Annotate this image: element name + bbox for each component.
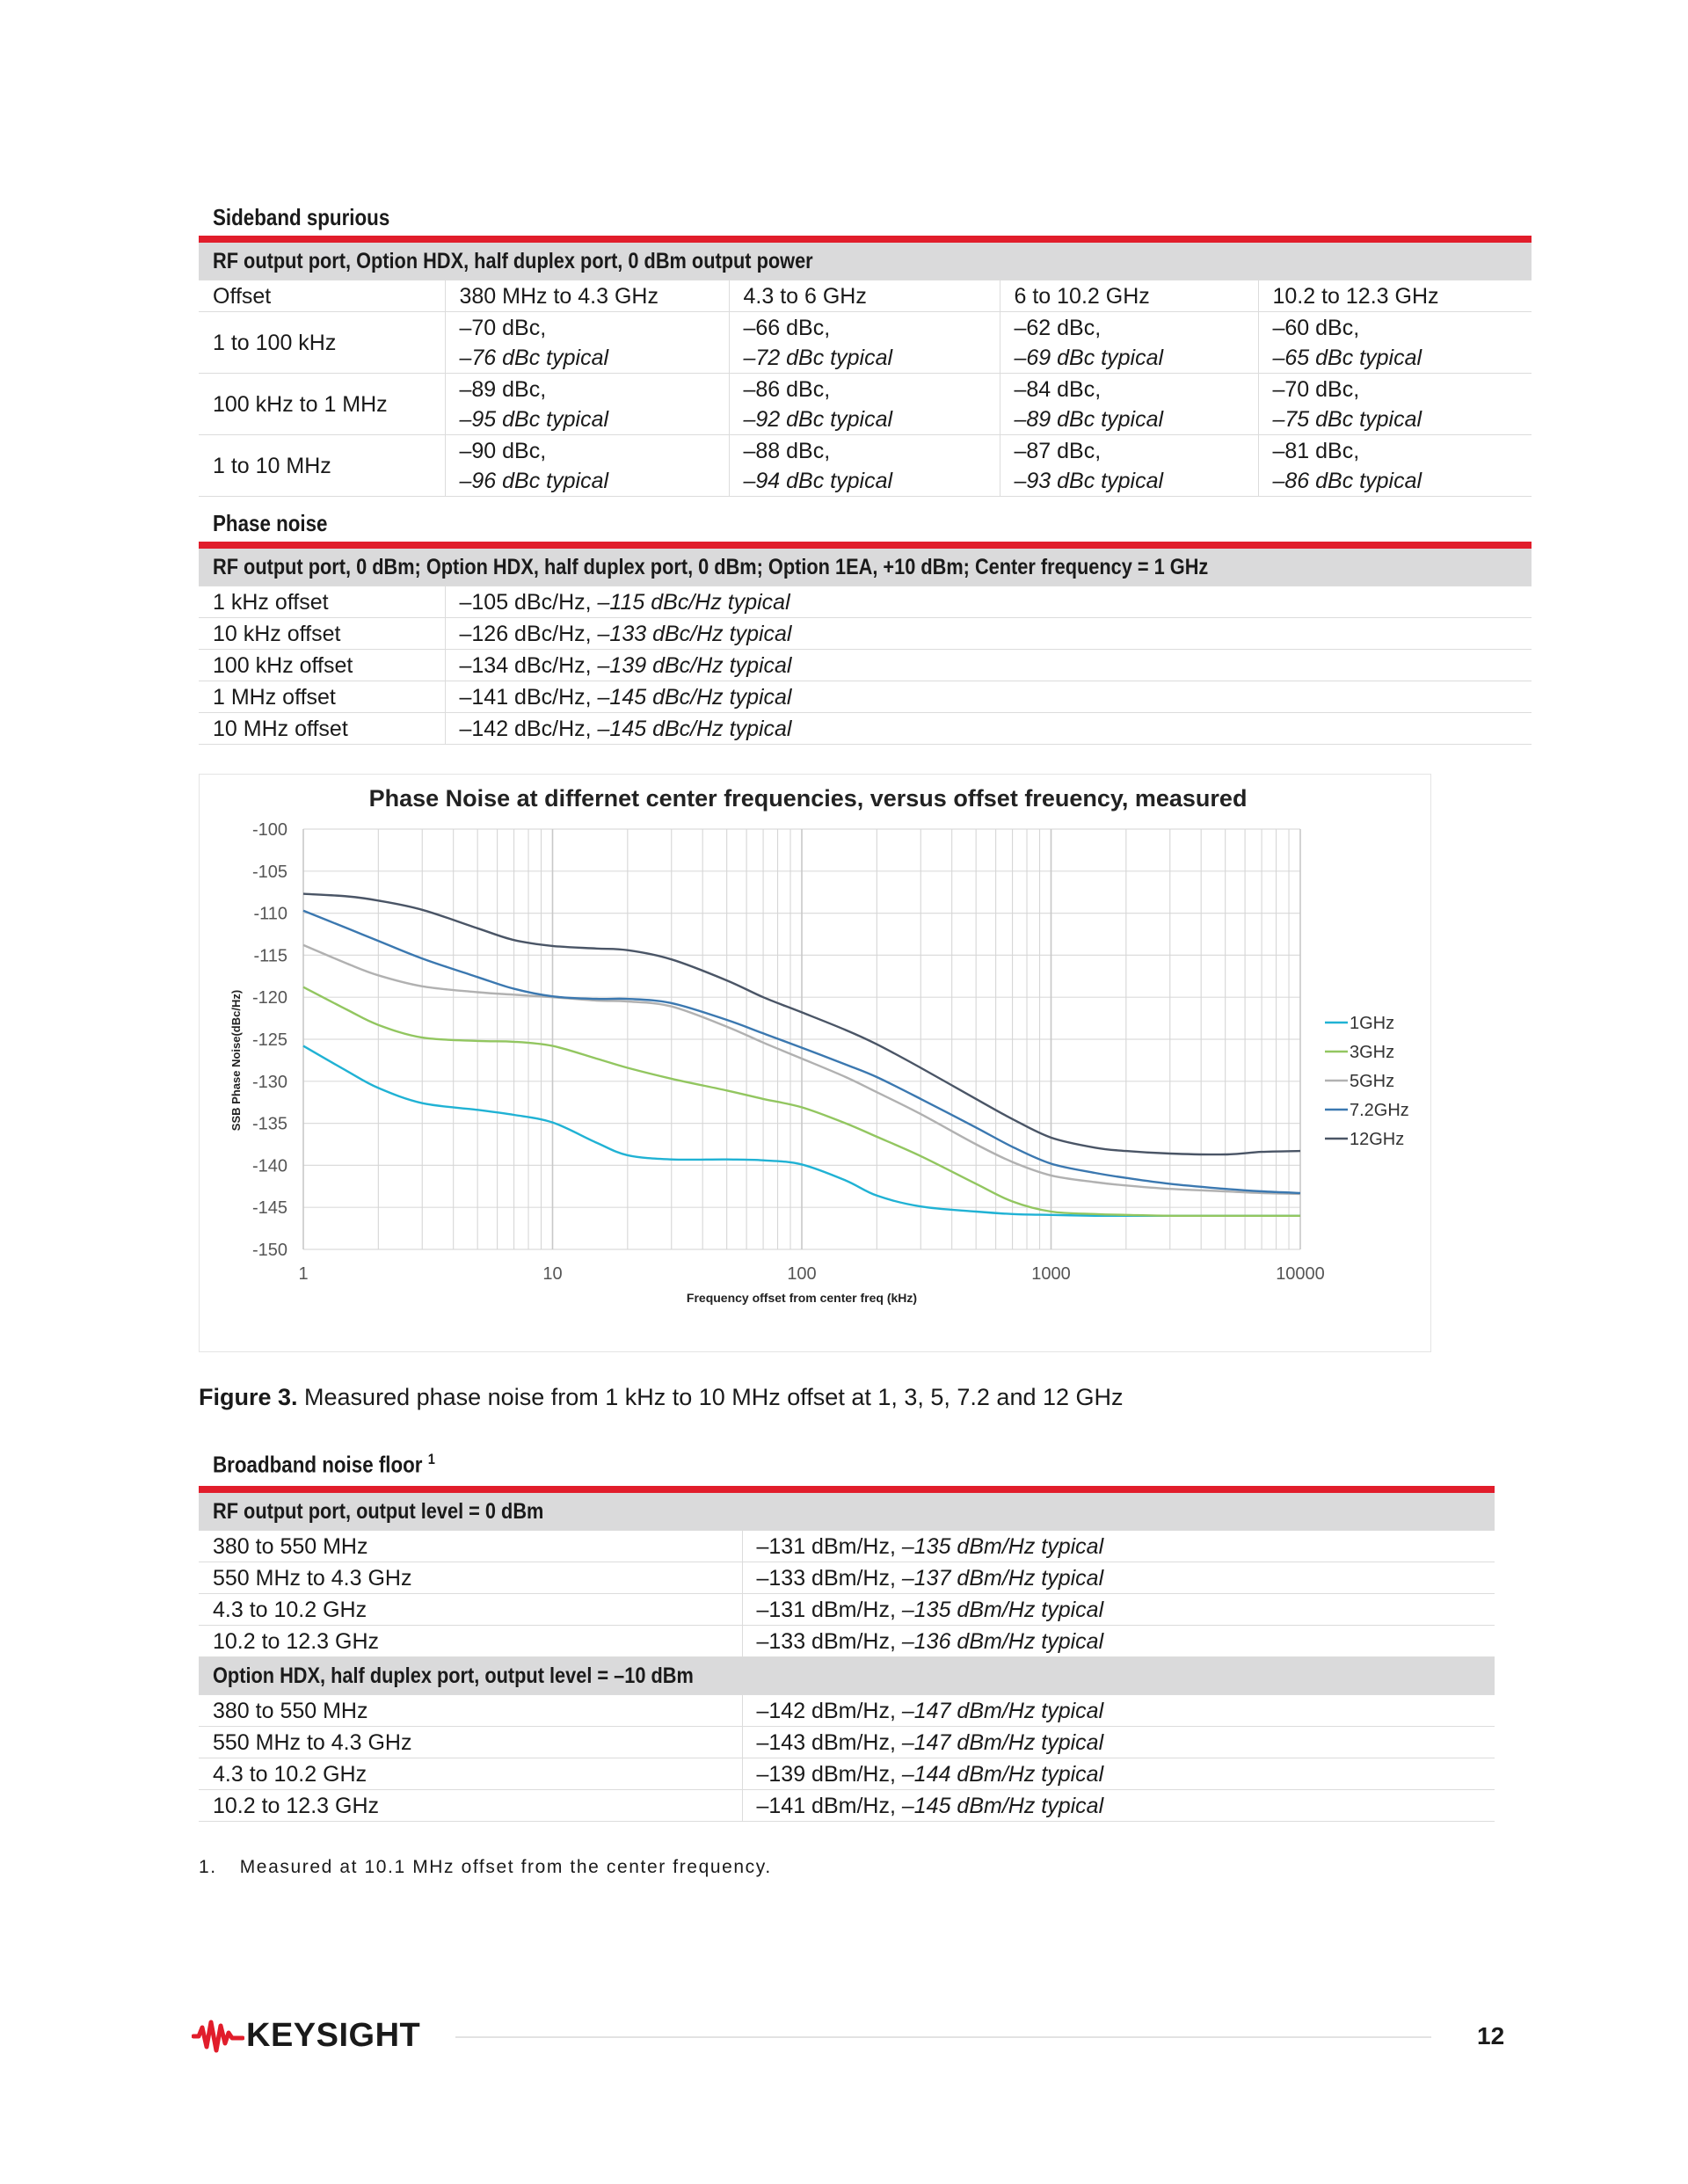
row-label: 10 MHz offset	[199, 713, 445, 745]
figure-label: Figure 3.	[199, 1384, 298, 1410]
table-cell	[729, 374, 1000, 435]
table-row	[199, 1626, 1495, 1657]
table-cell	[445, 713, 1532, 745]
column-header: 6 to 10.2 GHz	[1000, 280, 1258, 312]
spec-value: –134 dBc/Hz,	[459, 652, 598, 678]
row-label: 380 to 550 MHz	[199, 1531, 742, 1562]
typical-value: –93 dBc typical	[1014, 468, 1164, 493]
table-row	[199, 1531, 1495, 1562]
table-row	[199, 586, 1532, 618]
table-cell	[1258, 374, 1532, 435]
row-label: 4.3 to 10.2 GHz	[199, 1594, 742, 1626]
typical-value: –92 dBc typical	[743, 406, 893, 432]
footnote-number: 1.	[199, 1857, 217, 1877]
typical-value: –95 dBc typical	[459, 406, 609, 432]
table-cell	[742, 1727, 1495, 1758]
page-number: 12	[1477, 2022, 1505, 2049]
table-cell	[742, 1531, 1495, 1562]
legend-label: 12GHz	[1350, 1130, 1405, 1149]
spec-value: –142 dBc/Hz,	[459, 716, 598, 741]
footer-rule	[455, 2036, 1431, 2038]
table-condition-row	[199, 549, 1532, 586]
y-tick-label: -145	[251, 1198, 287, 1219]
spec-value: –90 dBc,	[459, 438, 547, 463]
y-tick-label: -135	[251, 1114, 287, 1134]
keysight-logo	[192, 2017, 420, 2055]
typical-value: –76 dBc typical	[459, 345, 609, 370]
row-label: 4.3 to 10.2 GHz	[199, 1758, 742, 1790]
spec-value: –139 dBm/Hz,	[756, 1761, 902, 1787]
typical-value: –144 dBm/Hz typical	[901, 1761, 1104, 1787]
spec-value: –70 dBc,	[1272, 376, 1360, 402]
table-condition-row	[199, 1493, 1495, 1531]
footnote	[199, 1857, 772, 1878]
x-axis-label: Frequency offset from center freq (kHz)	[686, 1291, 918, 1305]
spec-value: –133 dBm/Hz,	[756, 1628, 902, 1654]
legend-label: 3GHz	[1350, 1043, 1395, 1062]
section-divider	[199, 542, 1532, 549]
table-condition: RF output port, output level = 0 dBm	[213, 1499, 544, 1524]
spec-value: –81 dBc,	[1272, 438, 1360, 463]
typical-value: –94 dBc typical	[743, 468, 893, 493]
chart-title: Phase Noise at differnet center frequencies, versus offset freuency, measured	[368, 785, 1248, 812]
y-tick-label: -120	[251, 988, 287, 1008]
y-axis-label: SSB Phase Noise(dBc/Hz)	[229, 989, 243, 1132]
typical-value: –145 dBc/Hz typical	[597, 684, 792, 710]
legend-label: 7.2GHz	[1350, 1101, 1409, 1120]
table-row	[199, 1594, 1495, 1626]
phase-noise-title: Phase noise	[213, 510, 328, 536]
column-header: Offset	[199, 280, 445, 312]
spec-value: –141 dBc/Hz,	[459, 684, 598, 710]
phase-noise-chart	[199, 774, 1431, 1352]
table-cell	[729, 435, 1000, 497]
spec-value: –62 dBc,	[1014, 315, 1102, 340]
phase-noise-table	[199, 549, 1532, 745]
row-label: 550 MHz to 4.3 GHz	[199, 1562, 742, 1594]
row-label: 380 to 550 MHz	[199, 1695, 742, 1727]
spec-value: –66 dBc,	[743, 315, 831, 340]
table-cell	[445, 681, 1532, 713]
table-cell	[729, 312, 1000, 374]
typical-value: –75 dBc typical	[1272, 406, 1422, 432]
typical-value: –136 dBm/Hz typical	[901, 1628, 1104, 1654]
spec-value: –89 dBc,	[459, 376, 547, 402]
y-tick-label: -125	[251, 1030, 287, 1050]
y-tick-label: -130	[251, 1072, 287, 1092]
y-tick-label: -100	[251, 820, 287, 840]
column-header: 380 MHz to 4.3 GHz	[445, 280, 729, 312]
typical-value: –147 dBm/Hz typical	[901, 1698, 1104, 1723]
table-row	[199, 713, 1532, 745]
spec-value: –126 dBc/Hz,	[459, 621, 598, 646]
table-condition: RF output port, Option HDX, half duplex port, 0 dBm output power	[213, 249, 813, 273]
spec-value: –143 dBm/Hz,	[756, 1729, 902, 1755]
table-row	[199, 1758, 1495, 1790]
sideband-spurious-table	[199, 243, 1532, 497]
x-tick-label: 10	[542, 1264, 563, 1284]
broadband-noise-table	[199, 1493, 1495, 1822]
table-cell	[742, 1626, 1495, 1657]
column-header: 4.3 to 6 GHz	[729, 280, 1000, 312]
table-row	[199, 618, 1532, 650]
row-label: 10.2 to 12.3 GHz	[199, 1790, 742, 1822]
y-tick-label: -110	[253, 904, 287, 924]
footnote-text: Measured at 10.1 MHz offset from the center frequency.	[239, 1857, 772, 1877]
sideband-spurious-title: Sideband spurious	[213, 204, 390, 230]
y-tick-label: -115	[253, 946, 287, 966]
x-tick-label: 1	[298, 1264, 309, 1284]
table-cell	[742, 1562, 1495, 1594]
broadband-noise-title	[213, 1451, 435, 1479]
spec-value: –70 dBc,	[459, 315, 547, 340]
y-tick-label: -105	[251, 862, 287, 882]
keysight-wave-icon	[192, 2019, 244, 2054]
row-label: 10.2 to 12.3 GHz	[199, 1626, 742, 1657]
table-cell	[445, 435, 729, 497]
table-row	[199, 435, 1532, 497]
table-cell	[1258, 435, 1532, 497]
table-cell	[1000, 435, 1258, 497]
x-tick-label: 1000	[1031, 1264, 1071, 1284]
legend-label: 5GHz	[1350, 1072, 1395, 1091]
typical-value: –72 dBc typical	[743, 345, 893, 370]
spec-value: –105 dBc/Hz,	[459, 589, 598, 615]
spec-value: –131 dBm/Hz,	[756, 1597, 902, 1622]
table-cell	[742, 1594, 1495, 1626]
table-cell	[445, 586, 1532, 618]
typical-value: –147 dBm/Hz typical	[901, 1729, 1104, 1755]
row-label: 1 MHz offset	[199, 681, 445, 713]
typical-value: –145 dBc/Hz typical	[597, 716, 792, 741]
spec-value: –141 dBm/Hz,	[756, 1793, 902, 1818]
row-label: 1 kHz offset	[199, 586, 445, 618]
typical-value: –89 dBc typical	[1014, 406, 1164, 432]
section-divider	[199, 236, 1532, 243]
table-row	[199, 1727, 1495, 1758]
legend-label: 1GHz	[1350, 1014, 1395, 1033]
typical-value: –139 dBc/Hz typical	[597, 652, 792, 678]
table-row	[199, 650, 1532, 681]
typical-value: –86 dBc typical	[1272, 468, 1422, 493]
table-condition: RF output port, 0 dBm; Option HDX, half duplex port, 0 dBm; Option 1EA, +10 dBm; Center frequency = 1 GHz	[213, 555, 1209, 579]
table-row	[199, 312, 1532, 374]
table-condition-row	[199, 243, 1532, 280]
table-header-row	[199, 280, 1532, 312]
section-divider	[199, 1486, 1495, 1493]
table-cell	[445, 374, 729, 435]
typical-value: –135 dBm/Hz typical	[901, 1533, 1104, 1559]
brand-name: KEYSIGHT	[246, 2017, 421, 2054]
spec-value: –131 dBm/Hz,	[756, 1533, 902, 1559]
table-cell	[1000, 374, 1258, 435]
typical-value: –96 dBc typical	[459, 468, 609, 493]
table-cell	[445, 650, 1532, 681]
typical-value: –133 dBc/Hz typical	[597, 621, 792, 646]
spec-value: –84 dBc,	[1014, 376, 1102, 402]
spec-value: –88 dBc,	[743, 438, 831, 463]
table-cell	[445, 312, 729, 374]
typical-value: –65 dBc typical	[1272, 345, 1422, 370]
table-cell	[742, 1695, 1495, 1727]
table-row	[199, 1790, 1495, 1822]
y-tick-label: -150	[251, 1241, 287, 1260]
table-row	[199, 374, 1532, 435]
x-tick-label: 10000	[1276, 1264, 1325, 1284]
y-tick-label: -140	[251, 1156, 287, 1176]
table-cell	[1258, 312, 1532, 374]
row-label: 100 kHz to 1 MHz	[199, 374, 445, 435]
typical-value: –145 dBm/Hz typical	[901, 1793, 1104, 1818]
phase-noise-chart-svg	[200, 775, 1430, 1351]
column-header: 10.2 to 12.3 GHz	[1258, 280, 1532, 312]
table-condition: Option HDX, half duplex port, output level = –10 dBm	[213, 1663, 694, 1688]
footnote-ref: 1	[427, 1451, 435, 1467]
row-label: 550 MHz to 4.3 GHz	[199, 1727, 742, 1758]
spec-value: –87 dBc,	[1014, 438, 1102, 463]
broadband-noise-title-text: Broadband noise floor	[213, 1451, 423, 1478]
figure-caption-text: Measured phase noise from 1 kHz to 10 MHz offset at 1, 3, 5, 7.2 and 12 GHz	[297, 1384, 1124, 1410]
spec-value: –86 dBc,	[743, 376, 831, 402]
figure-caption	[199, 1384, 1124, 1411]
table-cell	[742, 1790, 1495, 1822]
typical-value: –69 dBc typical	[1014, 345, 1164, 370]
row-label: 1 to 100 kHz	[199, 312, 445, 374]
table-row	[199, 1562, 1495, 1594]
row-label: 10 kHz offset	[199, 618, 445, 650]
typical-value: –115 dBc/Hz typical	[597, 589, 790, 615]
typical-value: –135 dBm/Hz typical	[901, 1597, 1104, 1622]
table-row	[199, 681, 1532, 713]
row-label: 1 to 10 MHz	[199, 435, 445, 497]
table-condition-row	[199, 1657, 1495, 1695]
typical-value: –137 dBm/Hz typical	[901, 1565, 1104, 1591]
table-cell	[1000, 312, 1258, 374]
table-cell	[445, 618, 1532, 650]
row-label: 100 kHz offset	[199, 650, 445, 681]
spec-value: –60 dBc,	[1272, 315, 1360, 340]
spec-value: –133 dBm/Hz,	[756, 1565, 902, 1591]
table-row	[199, 1695, 1495, 1727]
x-tick-label: 100	[787, 1264, 817, 1284]
spec-value: –142 dBm/Hz,	[756, 1698, 902, 1723]
table-cell	[742, 1758, 1495, 1790]
